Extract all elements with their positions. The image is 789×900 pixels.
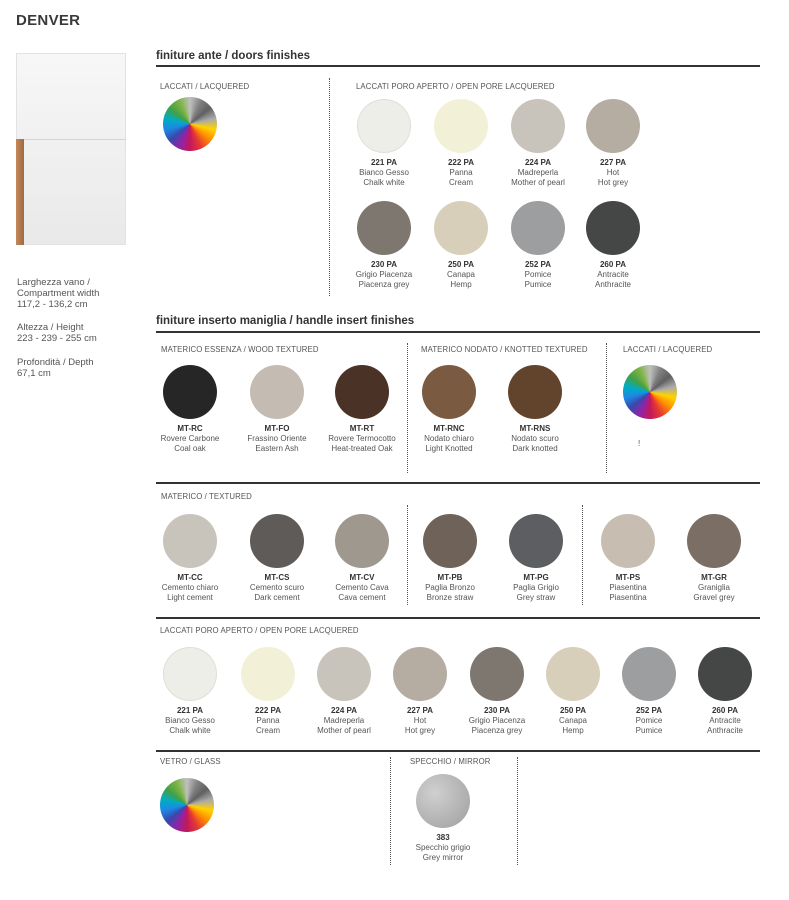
page-title: DENVER xyxy=(16,12,81,29)
swatch-230-pa[interactable] xyxy=(344,201,424,290)
swatch-color xyxy=(416,774,470,828)
swatch-mt-rc[interactable] xyxy=(150,365,230,454)
rainbow-swatch-icon xyxy=(623,365,677,419)
swatch-color xyxy=(250,514,304,568)
dotted-separator xyxy=(329,78,330,296)
glass-label: VETRO / GLASS xyxy=(160,757,221,766)
swatch-code: MT-GR xyxy=(701,573,727,582)
swatch-name-it: Canapa xyxy=(558,716,588,725)
swatch-code: 260 PA xyxy=(711,706,739,715)
swatch-name-it: Madreperla xyxy=(517,168,559,177)
swatch-code: 221 PA xyxy=(176,706,204,715)
doors-divider xyxy=(156,65,760,67)
dotted-separator xyxy=(407,505,408,605)
swatch-color xyxy=(422,365,476,419)
swatch-code: 230 PA xyxy=(370,260,398,269)
swatch-color xyxy=(509,514,563,568)
swatch-color xyxy=(241,647,295,701)
swatch-color xyxy=(163,647,217,701)
swatch-222-pa[interactable] xyxy=(421,99,501,188)
swatch-mt-gr[interactable] xyxy=(674,514,754,603)
swatch-name-en: Chalk white xyxy=(169,726,211,735)
swatch-code: MT-RNC xyxy=(433,424,465,433)
swatch-mt-ps[interactable] xyxy=(588,514,668,603)
swatch-code: MT-FO xyxy=(264,424,290,433)
swatch-name-it: Paglia Bronzo xyxy=(425,583,475,592)
swatch-code: MT-RC xyxy=(177,424,203,433)
swatch-260-pa[interactable] xyxy=(685,647,765,736)
swatch-color xyxy=(335,514,389,568)
swatch-name-en: Hemp xyxy=(562,726,584,735)
swatch-name-en: Hot grey xyxy=(404,726,436,735)
swatch-name-it: Pomice xyxy=(524,270,552,279)
swatch-name-it: Bianco Gesso xyxy=(359,168,409,177)
rainbow-swatch-icon xyxy=(163,97,217,151)
swatch-name-en: Bronze straw xyxy=(426,593,474,602)
swatch-name-en: Light cement xyxy=(167,593,213,602)
swatch-color xyxy=(357,201,411,255)
swatch-code: 250 PA xyxy=(447,260,475,269)
swatch-name-it: Bianco Gesso xyxy=(165,716,215,725)
dotted-separator xyxy=(517,757,518,865)
swatch-mt-pg[interactable] xyxy=(496,514,576,603)
swatch-code: MT-CC xyxy=(177,573,203,582)
swatch-mt-rns[interactable] xyxy=(495,365,575,454)
swatch-name-en: Chalk white xyxy=(363,178,405,187)
swatch-color xyxy=(163,365,217,419)
swatch-color xyxy=(698,647,752,701)
swatch-code: MT-RT xyxy=(349,424,375,433)
swatch-227-pa[interactable] xyxy=(380,647,460,736)
swatch-mt-rnc[interactable] xyxy=(409,365,489,454)
swatch-code: 250 PA xyxy=(559,706,587,715)
swatch-code: 383 xyxy=(436,833,450,842)
swatch-name-it: Piasentina xyxy=(609,583,647,592)
swatch-name-it: Hot xyxy=(413,716,427,725)
swatch-color xyxy=(586,99,640,153)
swatch-name-en: Grey mirror xyxy=(422,853,464,862)
swatch-name-en: Piacenza grey xyxy=(471,726,523,735)
swatch-name-it: Pomice xyxy=(635,716,663,725)
swatch-code: 227 PA xyxy=(599,158,627,167)
swatch-code: MT-RNS xyxy=(519,424,551,433)
doors-section-title: finiture ante / doors finishes xyxy=(156,50,310,62)
swatch-color xyxy=(687,514,741,568)
swatch-name-en: Eastern Ash xyxy=(255,444,299,453)
swatch-224-pa[interactable] xyxy=(498,99,578,188)
dotted-separator xyxy=(407,343,408,473)
doors-lacquered-label: LACCATI / LACQUERED xyxy=(160,82,250,91)
spec-width-value: 117,2 - 136,2 cm xyxy=(17,299,88,310)
handles-divider xyxy=(156,331,760,333)
swatch-name-it: Antracite xyxy=(709,716,741,725)
swatch-252-pa[interactable] xyxy=(498,201,578,290)
swatch-name-en: Heat-treated Oak xyxy=(331,444,393,453)
doors-open-pore-label: LACCATI PORO APERTO / OPEN PORE LACQUERED xyxy=(356,82,555,91)
swatch-code: 252 PA xyxy=(524,260,552,269)
swatch-mt-cs[interactable] xyxy=(237,514,317,603)
swatch-mt-cc[interactable] xyxy=(150,514,230,603)
swatch-name-it: Nodato scuro xyxy=(511,434,559,443)
swatch-222-pa[interactable] xyxy=(228,647,308,736)
swatch-221-pa[interactable] xyxy=(150,647,230,736)
handles-lacquered-label: LACCATI / LACQUERED xyxy=(623,345,713,354)
swatch-color xyxy=(434,201,488,255)
swatch-name-it: Paglia Grigio xyxy=(513,583,559,592)
swatch-name-en: Anthracite xyxy=(706,726,744,735)
swatch-name-en: Cream xyxy=(448,178,473,187)
swatch-name-en: Mother of pearl xyxy=(317,726,371,735)
swatch-mt-pb[interactable] xyxy=(410,514,490,603)
swatch-code: MT-PG xyxy=(523,573,549,582)
wood-textured-label: MATERICO ESSENZA / WOOD TEXTURED xyxy=(161,345,319,354)
swatch-name-it: Madreperla xyxy=(323,716,365,725)
swatch-color xyxy=(423,514,477,568)
swatch-code: 221 PA xyxy=(370,158,398,167)
swatch-code: MT-PB xyxy=(437,573,463,582)
swatch-name-en: Gravel grey xyxy=(693,593,735,602)
spec-width xyxy=(17,277,127,310)
swatch-name-en: Dark knotted xyxy=(512,444,558,453)
swatch-mt-rt[interactable] xyxy=(322,365,402,454)
swatch-color xyxy=(393,647,447,701)
swatch-mt-fo[interactable] xyxy=(237,365,317,454)
swatch-color xyxy=(357,99,411,153)
swatch-name-it: Panna xyxy=(449,168,473,177)
swatch-name-it: Cemento scuro xyxy=(249,583,305,592)
swatch-color xyxy=(470,647,524,701)
swatch-name-it: Rovere Carbone xyxy=(160,434,220,443)
dotted-separator xyxy=(390,757,391,865)
handles-open-pore-label: LACCATI PORO APERTO / OPEN PORE LACQUERED xyxy=(160,626,359,635)
swatch-color xyxy=(601,514,655,568)
swatch-code: MT-PS xyxy=(615,573,641,582)
swatch-color xyxy=(434,99,488,153)
swatch-code: 227 PA xyxy=(406,706,434,715)
swatch-221-pa[interactable] xyxy=(344,99,424,188)
spec-depth-label: Profondità / Depth xyxy=(17,357,94,368)
swatch-252-pa[interactable] xyxy=(609,647,689,736)
spec-height-value: 223 - 239 - 255 cm xyxy=(17,333,97,344)
swatch-name-en: Piacenza grey xyxy=(358,280,410,289)
swatch-name-en: Grey straw xyxy=(516,593,556,602)
swatch-color xyxy=(511,99,565,153)
swatch-260-pa[interactable] xyxy=(573,201,653,290)
swatch-name-it: Panna xyxy=(256,716,280,725)
swatch-code: 224 PA xyxy=(330,706,358,715)
door-split-line xyxy=(16,139,126,140)
swatch-250-pa[interactable] xyxy=(533,647,613,736)
swatch-name-en: Dark cement xyxy=(254,593,300,602)
swatch-224-pa[interactable] xyxy=(304,647,384,736)
swatch-color xyxy=(622,647,676,701)
swatch-name-en: Hemp xyxy=(450,280,472,289)
swatch-mt-cv[interactable] xyxy=(322,514,402,603)
handles-lacquered-swatch[interactable] xyxy=(610,365,690,419)
swatch-code: 260 PA xyxy=(599,260,627,269)
swatch-code: 230 PA xyxy=(483,706,511,715)
swatch-color xyxy=(250,365,304,419)
swatch-name-it: Grigio Piacenza xyxy=(355,270,413,279)
spec-height xyxy=(17,322,127,344)
swatch-name-it: Grigio Piacenza xyxy=(468,716,526,725)
swatch-code: 222 PA xyxy=(254,706,282,715)
spec-depth-value: 67,1 cm xyxy=(17,368,51,379)
doors-lacquered-swatch[interactable] xyxy=(150,97,230,151)
swatch-name-en: Light Knotted xyxy=(425,444,473,453)
spec-width-label: Larghezza vano / Compartment width xyxy=(17,277,100,299)
swatch-name-en: Coal oak xyxy=(174,444,206,453)
swatch-name-en: Hot grey xyxy=(597,178,629,187)
swatch-code: 224 PA xyxy=(524,158,552,167)
swatch-name-it: Frassino Oriente xyxy=(247,434,307,443)
swatch-name-en: Pumice xyxy=(524,280,552,289)
swatch-color xyxy=(546,647,600,701)
swatch-name-en: Pumice xyxy=(635,726,663,735)
swatch-color xyxy=(335,365,389,419)
swatch-name-en: Cream xyxy=(255,726,280,735)
swatch-color xyxy=(511,201,565,255)
dotted-separator xyxy=(606,343,607,473)
swatch-code: MT-CV xyxy=(349,573,375,582)
swatch-code: 222 PA xyxy=(447,158,475,167)
swatch-name-it: Graniglia xyxy=(697,583,730,592)
swatch-name-en: Cava cement xyxy=(338,593,386,602)
swatch-name-en: Piasentina xyxy=(609,593,647,602)
dotted-separator xyxy=(582,505,583,605)
door-handle-insert xyxy=(16,139,24,245)
handles-section-title: finiture inserto maniglia / handle insert finishes xyxy=(156,315,415,327)
swatch-name-it: Antracite xyxy=(597,270,629,279)
swatch-name-it: Nodato chiaro xyxy=(424,434,474,443)
lacquered-note-mark: ! xyxy=(638,439,641,448)
swatch-name-it: Canapa xyxy=(446,270,476,279)
swatch-code: 252 PA xyxy=(635,706,663,715)
mirror-label: SPECCHIO / MIRROR xyxy=(410,757,491,766)
glass-divider xyxy=(156,750,760,752)
rainbow-swatch-icon xyxy=(160,778,214,832)
open-pore-divider xyxy=(156,617,760,619)
swatch-color xyxy=(317,647,371,701)
swatch-383[interactable] xyxy=(403,774,483,863)
swatch-code: MT-CS xyxy=(264,573,290,582)
textured-divider xyxy=(156,482,760,484)
textured-label: MATERICO / TEXTURED xyxy=(161,492,252,501)
swatch-230-pa[interactable] xyxy=(457,647,537,736)
swatch-name-it: Rovere Termocotto xyxy=(328,434,396,443)
glass-swatch[interactable] xyxy=(147,778,227,832)
swatch-name-it: Hot xyxy=(606,168,620,177)
spec-height-label: Altezza / Height xyxy=(17,322,84,333)
door-preview-image xyxy=(16,53,126,245)
swatch-color xyxy=(163,514,217,568)
swatch-name-it: Cemento Cava xyxy=(335,583,389,592)
swatch-227-pa[interactable] xyxy=(573,99,653,188)
swatch-color xyxy=(586,201,640,255)
swatch-name-it: Cemento chiaro xyxy=(161,583,219,592)
swatch-250-pa[interactable] xyxy=(421,201,501,290)
swatch-color xyxy=(508,365,562,419)
swatch-name-en: Anthracite xyxy=(594,280,632,289)
swatch-name-en: Mother of pearl xyxy=(511,178,565,187)
swatch-name-it: Specchio grigio xyxy=(415,843,471,852)
knotted-textured-label: MATERICO NODATO / KNOTTED TEXTURED xyxy=(421,345,588,354)
spec-depth xyxy=(17,357,127,379)
